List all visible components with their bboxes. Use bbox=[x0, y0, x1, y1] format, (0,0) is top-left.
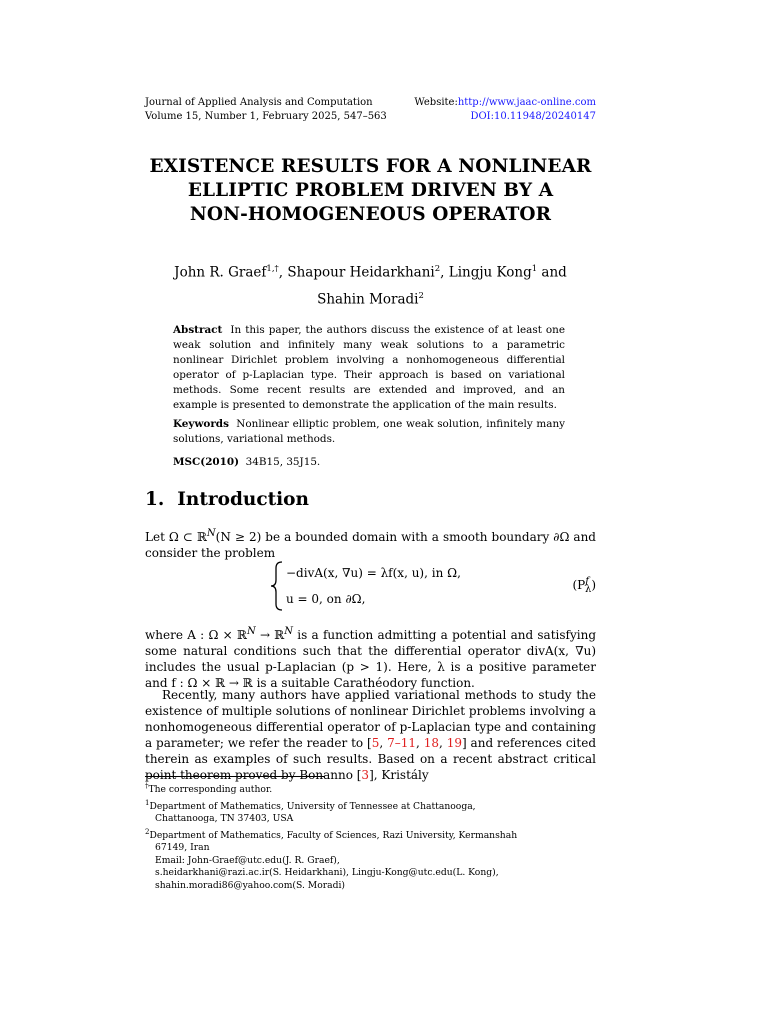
footnotes bbox=[145, 780, 525, 892]
website-link[interactable]: http://www.jaac-online.com bbox=[457, 97, 596, 108]
equation-line-1: −divA(x, ∇u) = λf(x, u), in Ω, bbox=[286, 566, 461, 580]
equation-tag: $(P^f_\lambda)$ bbox=[572, 576, 596, 596]
citation-link[interactable]: 7–11 bbox=[387, 736, 416, 750]
citation-link[interactable]: 3 bbox=[361, 768, 370, 782]
author-4: Shahin Moradi bbox=[317, 291, 419, 307]
intro-p2-b: → ℝ bbox=[255, 628, 285, 642]
title-line-1: EXISTENCE RESULTS FOR A NONLINEAR bbox=[149, 156, 592, 177]
footnote-affil-1: $^1$Department of Mathematics, University of Tennessee at Chattanooga, Chattanooga, TN 37403, USA bbox=[145, 798, 476, 825]
author-and: and bbox=[537, 264, 567, 281]
author-4-affil: 2 bbox=[418, 290, 424, 301]
title-line-3: NON-HOMOGENEOUS OPERATOR bbox=[189, 204, 552, 225]
footnote-affil-2: $^2$Department of Mathematics, Faculty of Sciences, Razi University, Kermanshah 67149, Iran bbox=[145, 827, 518, 854]
intro-paragraph-1: Let Ω ⊂ ℝ$^N$(N ≥ 2) be a bounded domain with a smooth boundary ∂Ω and consider the problem bbox=[145, 528, 596, 560]
doi-link[interactable]: DOI:10.11948/20240147 bbox=[470, 111, 596, 122]
author-1: John R. Graef bbox=[174, 264, 267, 281]
footnote-email-2: s.heidarkhani@razi.ac.ir(S. Heidarkhani), Lingju-Kong@utc.edu(L. Kong), bbox=[155, 867, 499, 879]
intro-p1-start: Let Ω ⊂ ℝ bbox=[145, 530, 207, 544]
journal-links bbox=[414, 96, 596, 124]
intro-p1-end: (N ≥ 2) be a bounded domain with a smooth boundary ∂Ω and consider the problem bbox=[145, 530, 596, 560]
equation-line-2: u = 0, on ∂Ω, bbox=[286, 592, 366, 606]
journal-name: Journal of Applied Analysis and Computation bbox=[145, 97, 373, 108]
msc-label: MSC(2010) bbox=[173, 456, 240, 468]
intro-paragraph-3: Recently, many authors have applied variational methods to study the existence of multiple solutions of nonlinear Dirichlet problems involving a nonhomogeneous differential operator of p-Laplacian type and containing a parameter; we refer the reader to [5, 7–11, 18, 19] and references cited therein as examples of such results. Based on a recent abstract critical point theorem proved by Bonanno [3], Kristály bbox=[145, 688, 597, 782]
left-brace bbox=[270, 560, 284, 612]
section-title: Introduction bbox=[177, 489, 309, 510]
keywords-text: Nonlinear elliptic problem, one weak solution, infinitely many solutions, variational methods. bbox=[173, 418, 566, 445]
equation-problem bbox=[270, 560, 596, 612]
intro-p3-c: ], Kristály bbox=[369, 768, 429, 782]
author-list bbox=[145, 258, 596, 311]
abstract-text: In this paper, the authors discuss the existence of at least one weak solution and infinitely many weak solutions to a parametric nonlinear Dirichlet problem involving a nonhomogeneous differential operator of p-Laplacian type. Their approach is based on variational methods. Some recent results are extended and improved, and an example is presented to demonstrate the application of the main results. bbox=[173, 324, 565, 411]
footnote-3-text: Department of Mathematics, Faculty of Sciences, Razi University, Kermanshah 67149, Iran bbox=[149, 829, 518, 854]
author-3-affil: 1 bbox=[531, 264, 538, 274]
abstract bbox=[173, 323, 565, 413]
abstract-label: Abstract bbox=[173, 324, 223, 336]
keywords-label: Keywords bbox=[173, 418, 229, 430]
section-heading bbox=[145, 489, 309, 510]
msc-text: 34B15, 35J15. bbox=[245, 456, 321, 468]
footnote-rule bbox=[145, 776, 325, 777]
author-2-affil: 2 bbox=[434, 264, 441, 274]
intro-p3-a: Recently, many authors have applied variational methods to study the existence of multiple solutions of nonlinear Dirichlet problems involving a nonhomogeneous differential operator of p-Laplacian type and containing a parameter; we refer the reader to [ bbox=[145, 688, 596, 750]
keywords bbox=[173, 417, 565, 447]
title-line-2: ELLIPTIC PROBLEM DRIVEN BY A bbox=[187, 180, 554, 201]
intro-p3-b: ] and references cited therein as examples of such results. Based on a recent abstract critical point theorem proved by Bonanno [ bbox=[145, 736, 597, 782]
equation-tag-text: (P bbox=[572, 578, 586, 592]
journal-volume: Volume 15, Number 1, February 2025, 547–563 bbox=[145, 111, 387, 122]
msc-codes bbox=[173, 455, 565, 470]
author-2: , Shapour Heidarkhani bbox=[278, 264, 435, 281]
paper-title bbox=[145, 155, 596, 227]
citation-link[interactable]: 5 bbox=[371, 736, 380, 750]
footnote-1-text: The corresponding author. bbox=[148, 784, 273, 796]
author-3: , Lingju Kong bbox=[440, 264, 532, 281]
citation-link[interactable]: 19 bbox=[446, 736, 462, 750]
footnote-email-3: shahin.moradi86@yahoo.com(S. Moradi) bbox=[155, 879, 346, 891]
footnote-2-text: Department of Mathematics, University of Tennessee at Chattanooga, Chattanooga, TN 37403, USA bbox=[149, 800, 476, 825]
intro-p2-c: is a function admitting a potential and satisfying some natural conditions such that the differential operator divA(x, ∇u) includes the usual p-Laplacian (p > 1). Here, λ is a positive parameter and f : Ω × ℝ → ℝ is a suitable Carathéodory function. bbox=[145, 628, 596, 690]
section-number: 1. bbox=[145, 489, 165, 510]
footnote-corresponding: †The corresponding author. bbox=[145, 782, 273, 796]
journal-info bbox=[145, 96, 387, 124]
intro-p2-a: where A : Ω × ℝ bbox=[145, 628, 247, 642]
footnote-email-1: Email: John-Graef@utc.edu(J. R. Graef), bbox=[155, 854, 340, 866]
paper-page bbox=[145, 0, 596, 1024]
intro-paragraph-2: where A : Ω × ℝ$^N$ → ℝ$^N$ is a function admitting a potential and satisfying some natural conditions such that the differential operator divA(x, ∇u) includes the usual p-Laplacian (p > 1). Here, λ is a positive parameter and f : Ω × ℝ → ℝ is a suitable Carathéodory function. bbox=[145, 626, 596, 690]
website-label: Website: bbox=[414, 97, 458, 108]
citation-link[interactable]: 18 bbox=[423, 736, 439, 750]
author-1-affil: 1,† bbox=[266, 264, 279, 274]
